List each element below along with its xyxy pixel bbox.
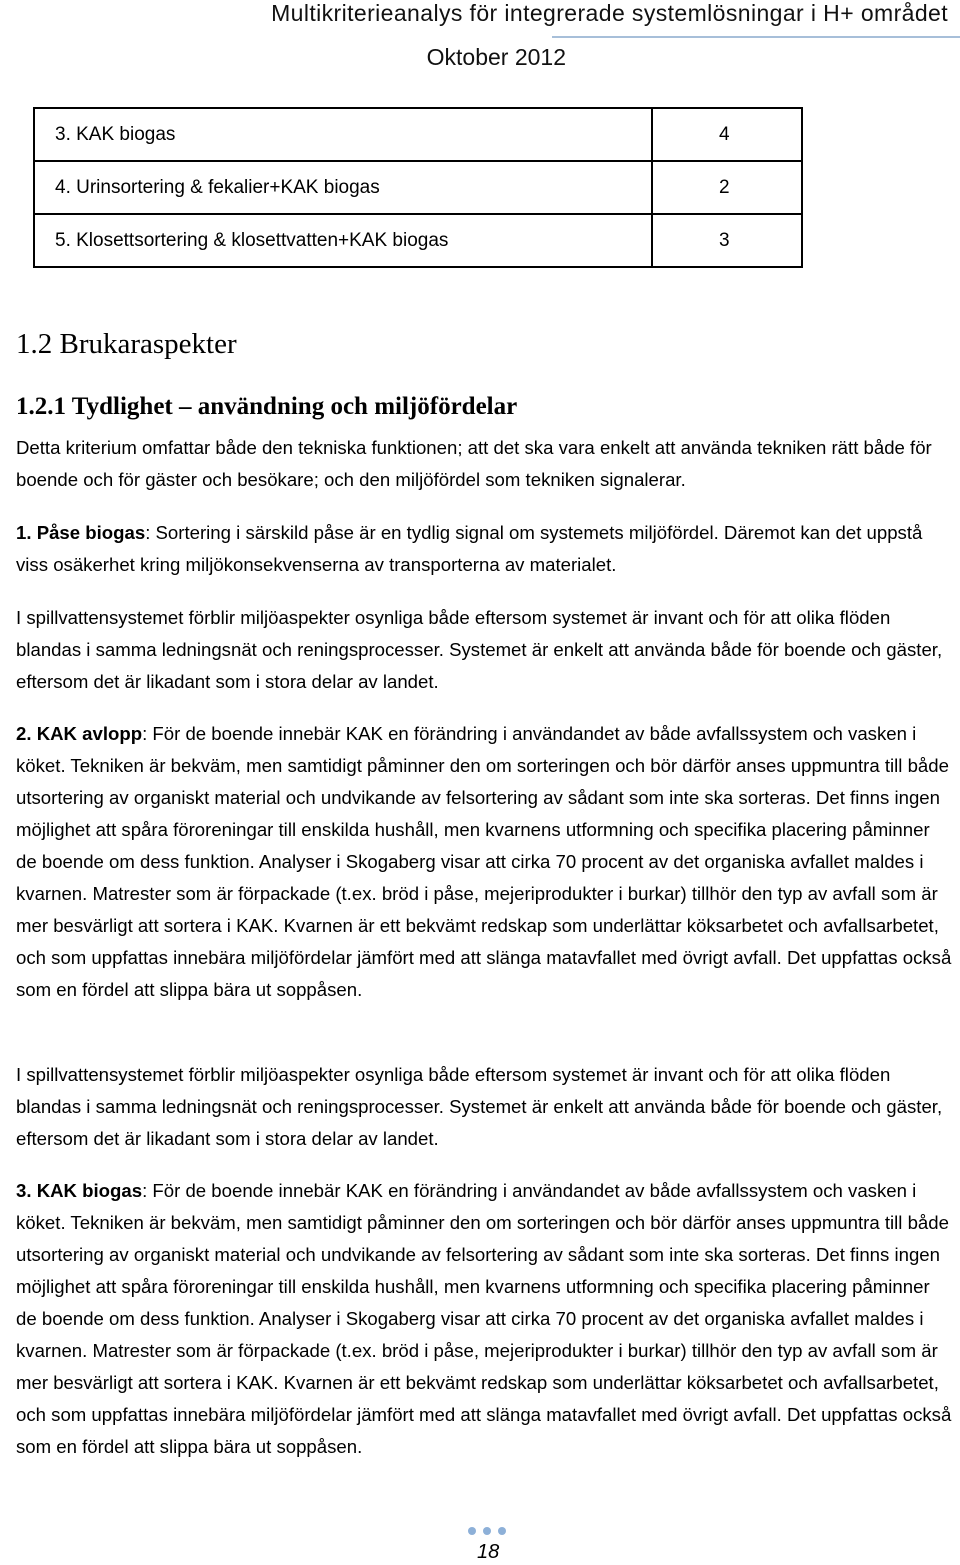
paragraph-spillvatten: I spillvattensystemet förblir miljöaspekter osynliga både eftersom systemet är invant och för att olika flöden blandas i samma ledningsnät och reningsprocesser. Systemet är enkelt att använda både för boende och gäster, eftersom det är likadant som i stora delar av landet.: [16, 607, 943, 692]
table-cell-label: 4. Urinsortering & fekalier+KAK biogas: [34, 161, 652, 214]
table-cell-label: 3. KAK biogas: [34, 108, 652, 161]
ranking-table: [33, 107, 803, 268]
table-row: [34, 214, 802, 267]
section-heading: 1.2 Brukaraspekter: [16, 328, 237, 360]
table-row: [34, 108, 802, 161]
item-text: : För de boende innebär KAK en förändring i användandet av både avfallssystem och vasken i köket. Tekniken är bekväm, men samtidigt påminner den om sorteringen och bör därför anses uppmuntra till både utsortering av organiskt material och undvikande av felsortering av sådant som inte ska sorteras. Det finns ingen möjlighet att spåra föroreningar till enskilda hushåll, men kvarnens utformning och specifika placering påminner de boende om dess funktion. Analyser i Skogaberg visar att cirka 70 procent av det organiska avfallet maldes i kvarnen. Matrester som är förpackade (t.ex. bröd i påse, mejeriprodukter i burkar) tillhör den typ av avfall som är mer besvärligt att sortera i KAK. Kvarnen är ett bekvämt redskap som underlättar köksarbetet och avfallsarbetet, och som uppfattas innebära miljöfördelar jämfört med att slänga matavfallet med övrigt avfall. Det uppfattas också som en fördel att slippa bära ut soppåsen.: [16, 723, 952, 1000]
header-rule: [552, 36, 960, 38]
dot-icon: [498, 1527, 506, 1535]
dot-icon: [468, 1527, 476, 1535]
page-number: 18: [477, 1541, 500, 1563]
item-number: 2.: [16, 723, 32, 744]
table-row: [34, 161, 802, 214]
dot-icon: [483, 1527, 491, 1535]
item-term: KAK biogas: [36, 1180, 143, 1201]
intro-paragraph: Detta kriterium omfattar både den tekniska funktionen; att det ska vara enkelt att använda tekniken rätt både för boende och för gäster och besökare; och den miljöfördel som tekniken signalerar.: [16, 437, 932, 490]
paragraph-pase-biogas: [16, 517, 952, 581]
footer-dots: [468, 1527, 506, 1535]
header-date: Oktober 2012: [426, 44, 566, 70]
table-cell-value: 4: [652, 108, 802, 161]
paragraph-kak-avlopp: [16, 718, 952, 1006]
table-cell-value: 2: [652, 161, 802, 214]
table-cell-value: 3: [652, 214, 802, 267]
table-cell-label: 5. Klosettsortering & klosettvatten+KAK biogas: [34, 214, 652, 267]
paragraph-spillvatten-2: I spillvattensystemet förblir miljöaspekter osynliga både eftersom systemet är invant och för att olika flöden blandas i samma ledningsnät och reningsprocesser. Systemet är enkelt att använda både för boende och gäster, eftersom det är likadant som i stora delar av landet.: [16, 1064, 943, 1149]
item-number: 1.: [16, 522, 32, 543]
header-title: Multikriterieanalys för integrerade systemlösningar i H+ området: [271, 0, 948, 26]
item-text: : Sortering i särskild påse är en tydlig signal om systemets miljöfördel. Däremot kan det uppstå viss osäkerhet kring miljökonsekvenserna av transporterna av materialet.: [16, 522, 923, 575]
item-term: KAK avlopp: [36, 723, 143, 744]
paragraph-kak-biogas: [16, 1175, 952, 1463]
item-text: : För de boende innebär KAK en förändring i användandet av både avfallssystem och vasken i köket. Tekniken är bekväm, men samtidigt påminner den om sorteringen och bör därför anses uppmuntra till både utsortering av organiskt material och undvikande av felsortering av sådant som inte ska sorteras. Det finns ingen möjlighet att spåra föroreningar till enskilda hushåll, men kvarnens utformning och specifika placering påminner de boende om dess funktion. Analyser i Skogaberg visar att cirka 70 procent av det organiska avfallet maldes i kvarnen. Matrester som är förpackade (t.ex. bröd i påse, mejeriprodukter i burkar) tillhör den typ av avfall som är mer besvärligt att sortera i KAK. Kvarnen är ett bekvämt redskap som underlättar köksarbetet och avfallsarbetet, och som uppfattas innebära miljöfördelar jämfört med att slänga matavfallet med övrigt avfall. Det uppfattas också som en fördel att slippa bära ut soppåsen.: [16, 1180, 952, 1457]
item-number: 3.: [16, 1180, 32, 1201]
subsection-heading: 1.2.1 Tydlighet – användning och miljöfördelar: [16, 393, 518, 420]
item-term: Påse biogas: [36, 522, 146, 543]
